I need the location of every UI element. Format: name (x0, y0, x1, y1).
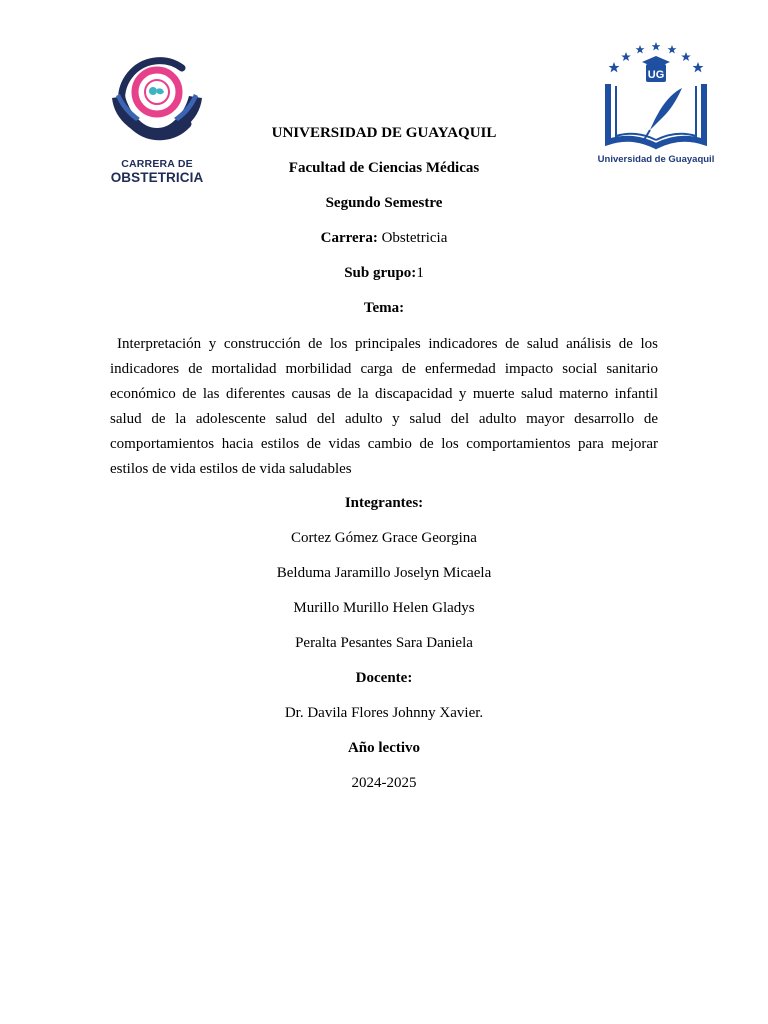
semester-title: Segundo Semestre (325, 195, 443, 211)
career-line (0, 229, 768, 247)
topic-label: Tema: (363, 300, 405, 316)
subgroup-value: 1 (416, 265, 424, 281)
school-year-value: 2024-2025 (351, 775, 417, 791)
subgroup-label: Sub grupo: (344, 265, 417, 281)
topic-paragraph: Interpretación y construcción de los principales indicadores de salud análisis de los indicadores de mortalidad morbilidad carga de enfermedad impacto social sanitario económico de las diferentes causas de la discapacidad y muerte salud materno infantil salud de la adolescente salud del adulto y salud del adulto mayor desarrollo de comportamientos hacia estilos de vidas cambio de los comportamientos para mejorar estilos de vida estilos de vida saludables (110, 336, 658, 477)
members-label: Integrantes: (344, 495, 424, 511)
university-title: UNIVERSIDAD DE GUAYAQUIL (271, 125, 497, 141)
faculty-title: Facultad de Ciencias Médicas (288, 160, 480, 176)
career-value: Obstetricia (377, 230, 448, 246)
teacher-label: Docente: (355, 670, 413, 686)
teacher-name: Dr. Davila Flores Johnny Xavier. (284, 705, 484, 721)
logo-career-line: CARRERA DE (121, 158, 193, 170)
obstetrics-hands-icon (104, 54, 210, 158)
member-name: Cortez Gómez Grace Georgina (291, 530, 477, 546)
subgroup-line (0, 264, 768, 282)
career-label: Carrera: (320, 230, 378, 246)
university-caption: Universidad de Guayaquil (597, 154, 715, 165)
member-name: Peralta Pesantes Sara Daniela (295, 635, 473, 651)
university-logo (594, 40, 718, 172)
ug-monogram: UG (647, 69, 665, 81)
member-name: Belduma Jaramillo Joselyn Micaela (276, 565, 492, 581)
school-year-label: Año lectivo (347, 740, 421, 756)
member-name: Murillo Murillo Helen Gladys (293, 600, 475, 616)
logo-obstetricia-line: OBSTETRICIA (110, 170, 204, 185)
